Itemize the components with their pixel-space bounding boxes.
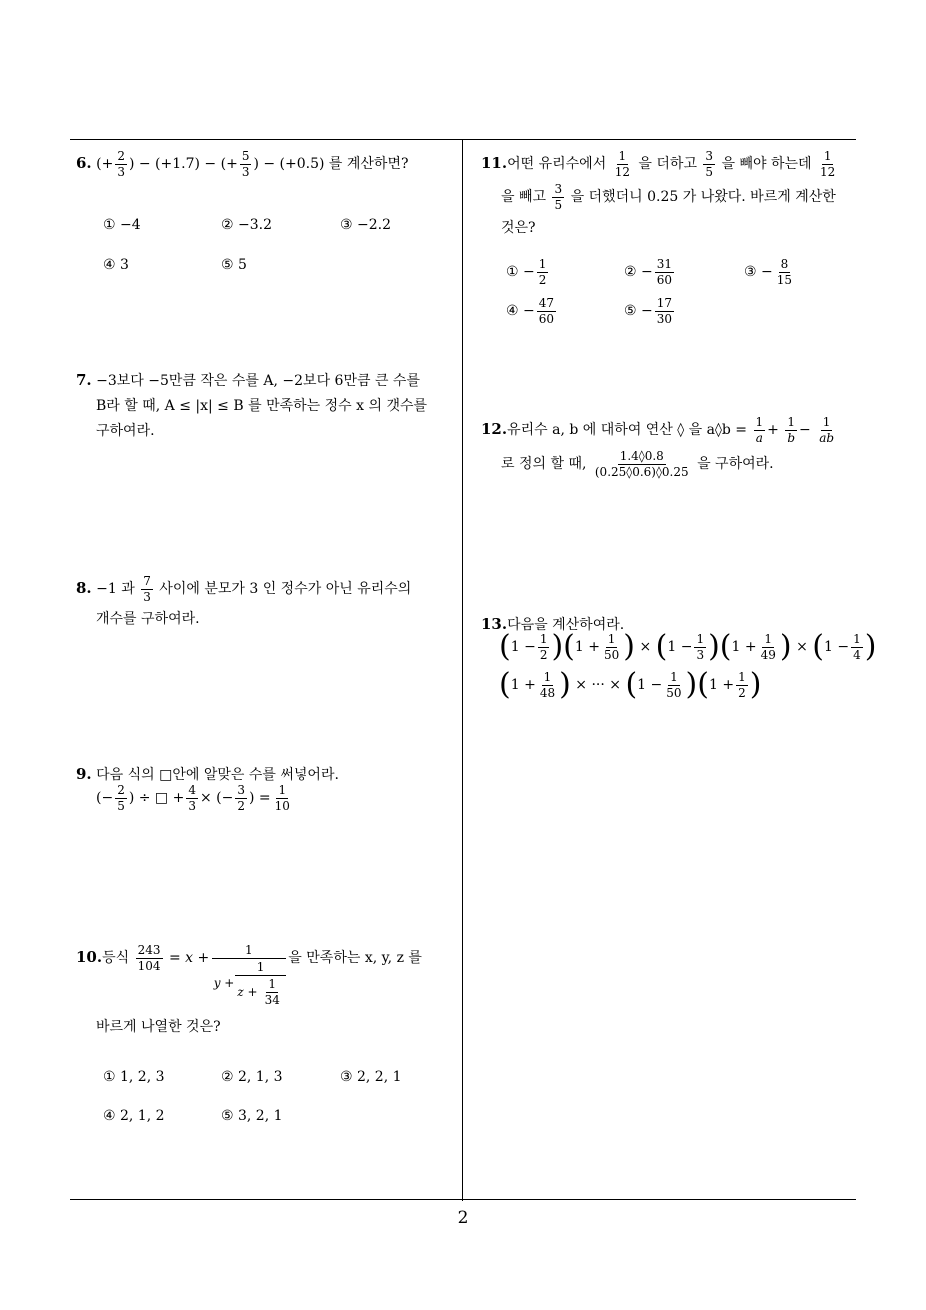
fraction: $\frac{1}{a}$: [755, 415, 764, 445]
question-number: 7.: [76, 371, 92, 389]
question-number: 8.: [76, 579, 92, 598]
question-13-row-1: (1 − $\frac{1}{2}$ )(1 + $\frac{1}{50}$ ) × (1 − $\frac{1}{3}$ )(1 + $\frac{1}{49}$ ) × (1 − $\frac{1}{4}$ ): [499, 629, 877, 664]
option-5[interactable]: ⑤ − $\frac{17}{30}$: [624, 296, 673, 326]
option-4[interactable]: ④ − $\frac{47}{60}$: [506, 296, 555, 326]
question-10: 10.등식 $\frac{243}{104}$ = x + 1 y + 1 z + $\frac{1}{34}$ 을 만족하는 x, y, z 를: [76, 943, 422, 1007]
question-text: −1 과: [96, 581, 135, 598]
fraction: $\frac{1.4◊0.8}{(0.25◊0.6)◊0.25}$: [594, 449, 689, 479]
option-1[interactable]: ① 1, 2, 3: [103, 1069, 165, 1085]
option-2[interactable]: ② −3.2: [221, 217, 272, 233]
question-number: 13.: [481, 615, 508, 633]
question-11-line-2: 을 빼고 $\frac{3}{5}$ 을 더했더니 0.25 가 나왔다. 바르게 계산한: [501, 182, 836, 212]
question-12: 12.유리수 a, b 에 대하여 연산 ◊ 을 a◊b = $\frac{1}{a}$ + $\frac{1}{b}$ − $\frac{1}{ab}$: [481, 415, 835, 445]
expression-part: ) − (+1.7) − (+: [128, 156, 238, 173]
question-8: [76, 575, 411, 603]
option-5[interactable]: ⑤ 3, 2, 1: [221, 1108, 283, 1124]
option-4[interactable]: ④ 3: [103, 257, 129, 273]
question-13: 13.다음을 계산하여라.: [481, 615, 625, 633]
fraction: $\frac{7}{3}$: [143, 574, 151, 604]
option-5[interactable]: ⑤ 5: [221, 257, 247, 273]
question-number: 9.: [76, 765, 92, 783]
question-11: 11.어떤 유리수에서 $\frac{1}{12}$ 을 더하고 $\frac{3}{5}$ 을 빼야 하는데 $\frac{1}{12}$: [481, 149, 836, 179]
question-number: 10.: [76, 948, 103, 967]
question-text: B라 할 때, A ≤ |x| ≤ B 를 만족하는 정수 x 의 갯수를: [96, 398, 428, 414]
column-divider: [462, 139, 463, 1201]
question-text: 구하여라.: [96, 423, 155, 439]
question-number: 12.: [481, 420, 508, 439]
question-number: 11.: [481, 154, 508, 173]
fraction: $\frac{2}{3}$: [117, 149, 125, 179]
fraction: $\frac{3}{5}$: [705, 149, 714, 179]
option-3[interactable]: ③ − $\frac{8}{15}$: [744, 257, 793, 287]
option-1[interactable]: ① − $\frac{1}{2}$: [506, 257, 547, 287]
question-13-row-2: (1 + $\frac{1}{48}$ ) × ··· × (1 − $\frac{1}{50}$ )(1 + $\frac{1}{2}$ ): [499, 667, 762, 702]
question-text: −3보다 −5만큼 작은 수를 A, −2보다 6만큼 큰 수를: [96, 373, 420, 389]
question-10-line-2: 바르게 나열한 것은?: [96, 1019, 221, 1035]
continued-fraction: 1 y + 1 z + $\frac{1}{34}$: [214, 944, 284, 1007]
option-3[interactable]: ③ −2.2: [340, 217, 391, 233]
option-4[interactable]: ④ 2, 1, 2: [103, 1108, 165, 1124]
fraction: $\frac{243}{104}$: [137, 943, 161, 973]
fraction: $\frac{1}{b}$: [787, 415, 796, 445]
option-1[interactable]: ① −4: [103, 217, 141, 233]
question-9: [76, 765, 339, 785]
fraction: $\frac{3}{5}$: [554, 182, 563, 212]
fraction: $\frac{2}{5}$: [117, 783, 125, 813]
question-text: 사이에 분모가 3 인 정수가 아닌 유리수의: [159, 581, 412, 598]
question-12-line-2: 로 정의 할 때, $\frac{1.4◊0.8}{(0.25◊0.6)◊0.25}$ 을 구하여라.: [501, 449, 774, 479]
question-7: [76, 368, 427, 444]
option-3[interactable]: ③ 2, 2, 1: [340, 1069, 402, 1085]
question-9-equation: (− $\frac{2}{5}$ ) ÷ □ + $\frac{4}{3}$ × (− $\frac{3}{2}$ ) = $\frac{1}{10}$: [96, 783, 290, 813]
expression-part: ) − (+0.5) 를 계산하면?: [253, 156, 409, 173]
fraction: $\frac{1}{ab}$: [819, 415, 835, 445]
question-8-line-2: 개수를 구하여라.: [96, 611, 200, 627]
question-11-line-3: 것은?: [501, 220, 536, 236]
expression-part: (+: [96, 156, 114, 173]
fraction: $\frac{5}{3}$: [241, 149, 250, 179]
question-number: 6.: [76, 154, 92, 173]
top-rule: [70, 139, 856, 140]
page-number: 2: [457, 1208, 469, 1228]
bottom-rule: [70, 1199, 856, 1200]
question-6: [76, 150, 409, 178]
fraction: $\frac{1}{12}$: [614, 149, 630, 179]
option-2[interactable]: ② 2, 1, 3: [221, 1069, 283, 1085]
fraction: $\frac{3}{2}$: [237, 783, 246, 813]
fraction: $\frac{1}{10}$: [274, 783, 290, 813]
option-2[interactable]: ② − $\frac{31}{60}$: [624, 257, 673, 287]
fraction: $\frac{4}{3}$: [188, 783, 196, 813]
fraction: $\frac{1}{12}$: [820, 149, 836, 179]
question-text: 다음 식의 □안에 알맞은 수를 써넣어라.: [96, 767, 339, 783]
